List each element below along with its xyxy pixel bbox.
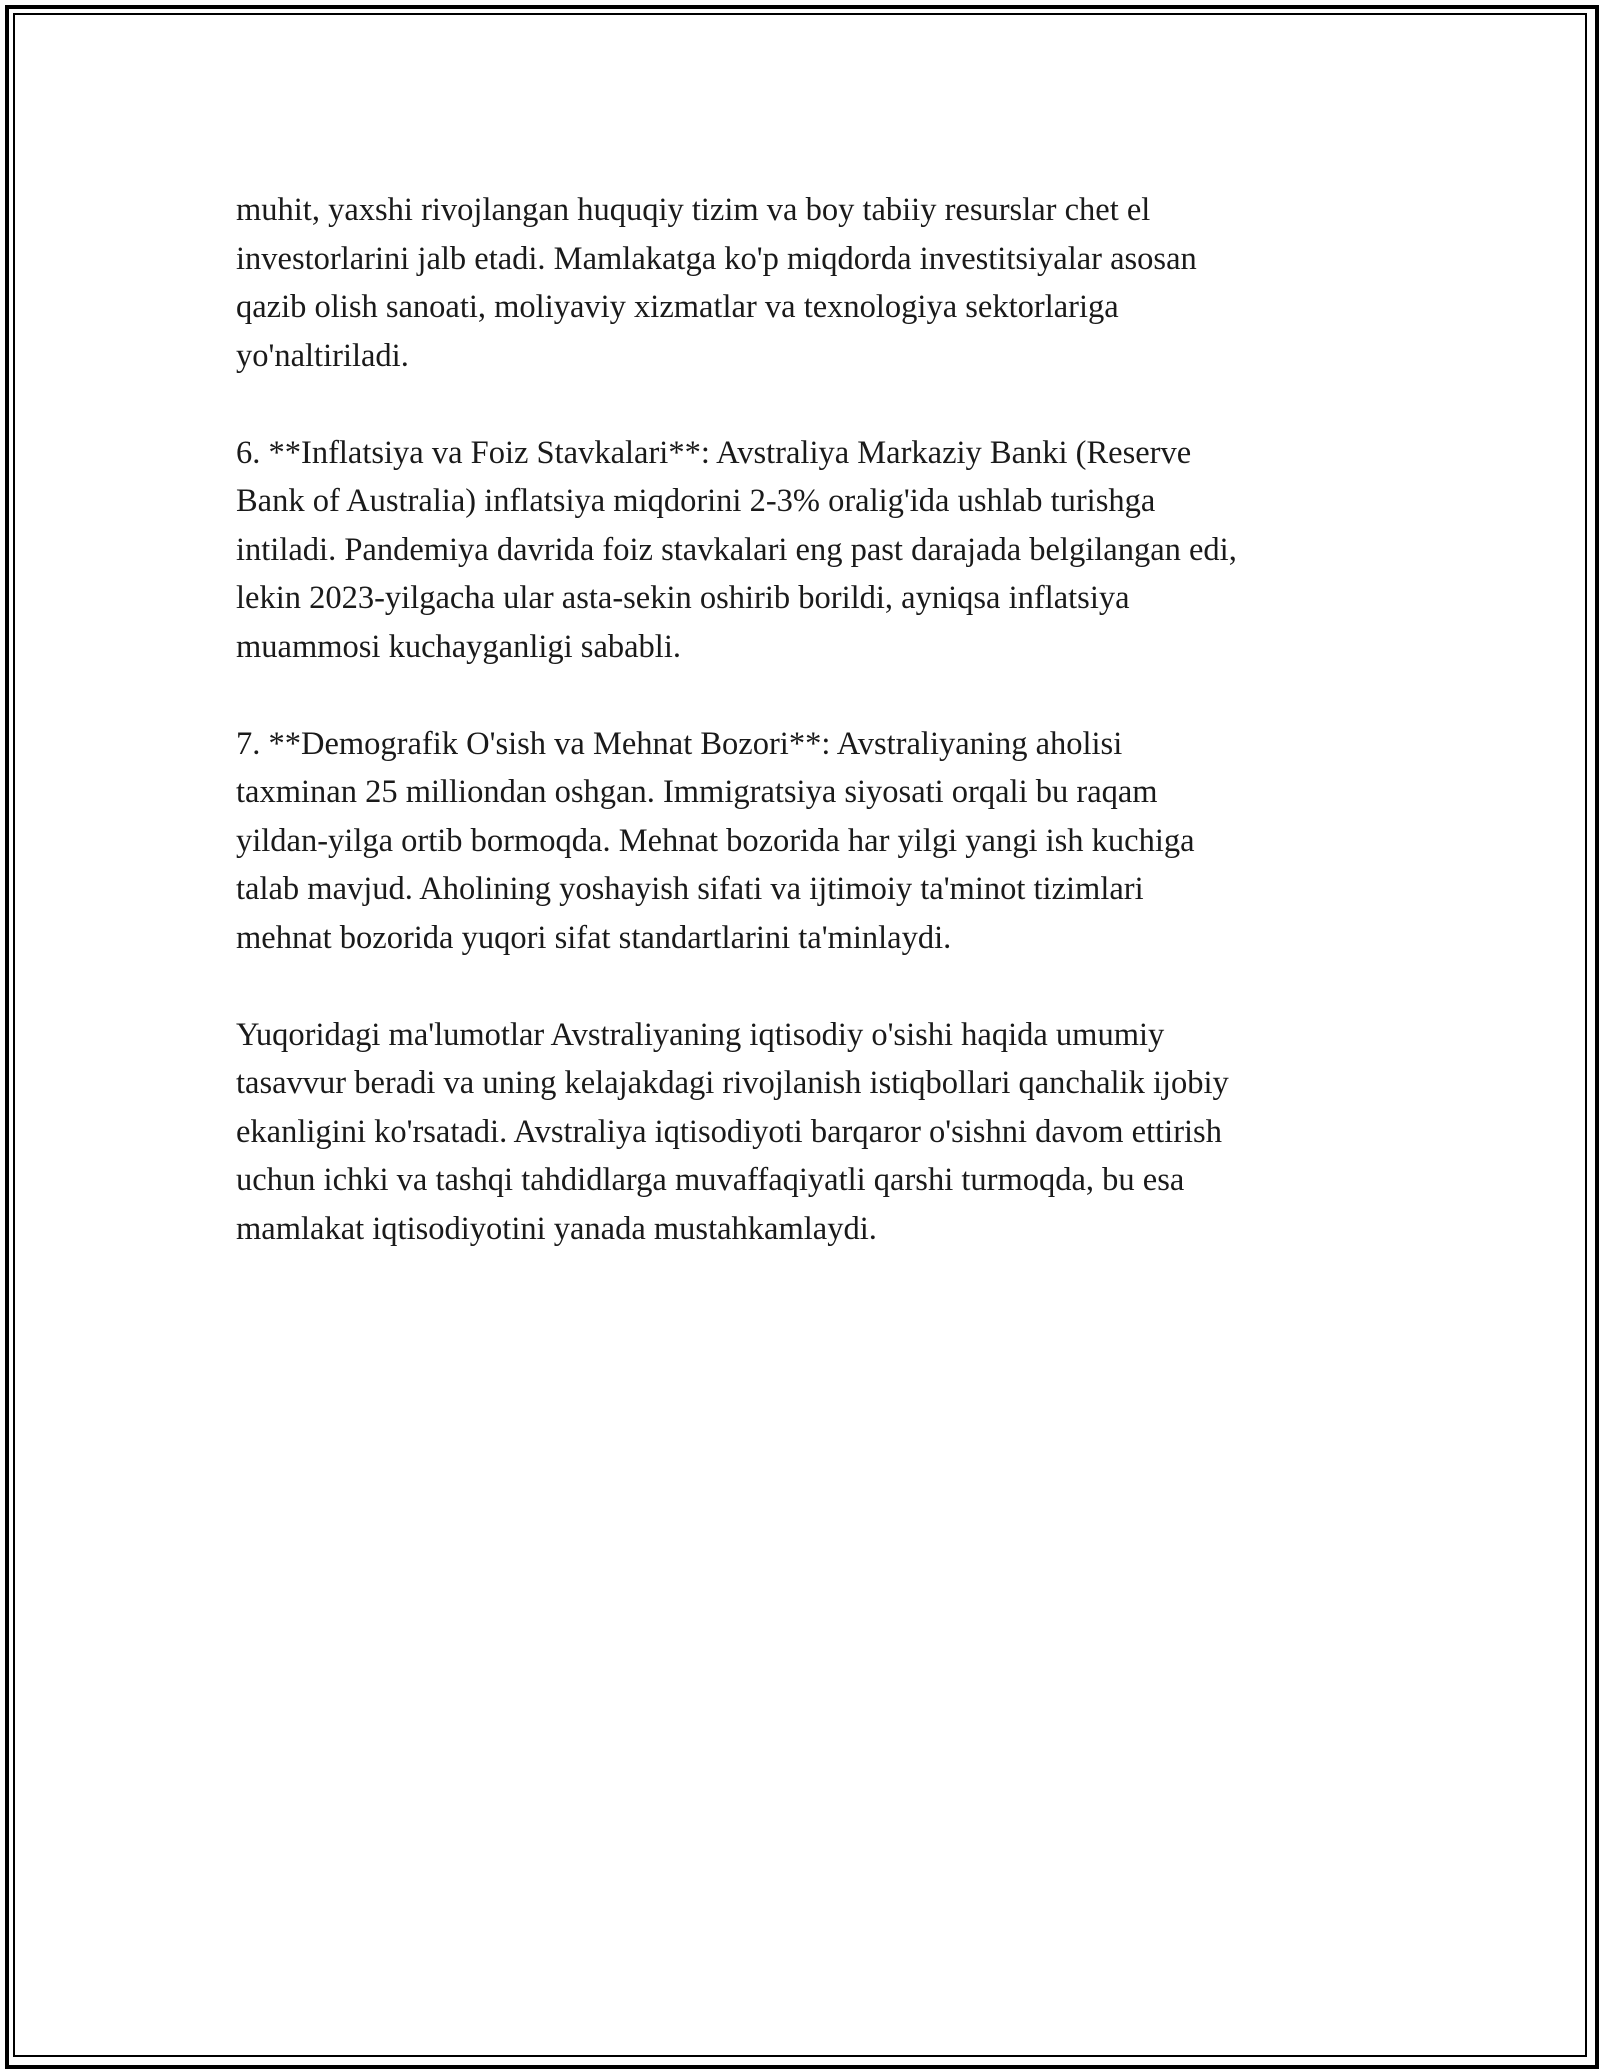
document-body [236,186,1376,1302]
paragraph-inflation-interest-rates: 6. **Inflatsiya va Foiz Stavkalari**: Avstraliya Markaziy Banki (Reserve Bank of Australia) inflatsiya miqdorini 2-3% oralig'ida ushlab turishga intiladi. Pandemiya davrida foiz stavkalari eng past darajada belgilangan edi, lekin 2023-yilgacha ular asta-sekin oshirib borildi, ayniqsa inflatsiya muammosi kuchayganligi sababli. [236,434,1237,665]
paragraph-investment-continuation: muhit, yaxshi rivojlangan huquqiy tizim va boy tabiiy resurslar chet el investorlarini jalb etadi. Mamlakatga ko'p miqdorda investitsiyalar asosan qazib olish sanoati, moliyaviy xizmatlar va texnologiya sektorlariga yo'naltiriladi. [236,192,1197,374]
paragraph-conclusion: Yuqoridagi ma'lumotlar Avstraliyaning iqtisodiy o'sishi haqida umumiy tasavvur beradi va uning kelajakdagi rivojlanish istiqbollari qanchalik ijobiy ekanligini ko'rsatadi. Avstraliya iqtisodiyoti barqaror o'sishni davom ettirish uchun ichki va tashqi tahdidlarga muvaffaqiyatli qarshi turmoqda, bu esa mamlakat iqtisodiyotini yanada mustahkamlaydi. [236,1016,1229,1247]
paragraph-demographics-labor-market: 7. **Demografik O'sish va Mehnat Bozori**: Avstraliyaning aholisi taxminan 25 milliondan oshgan. Immigratsiya siyosati orqali bu raqam yildan-yilga ortib bormoqda. Mehnat bozorida har yilgi yangi ish kuchiga talab mavjud. Aholining yoshayish sifati va ijtimoiy ta'minot tizimlari mehnat bozorida yuqori sifat standartlarini ta'minlaydi. [236,725,1195,956]
